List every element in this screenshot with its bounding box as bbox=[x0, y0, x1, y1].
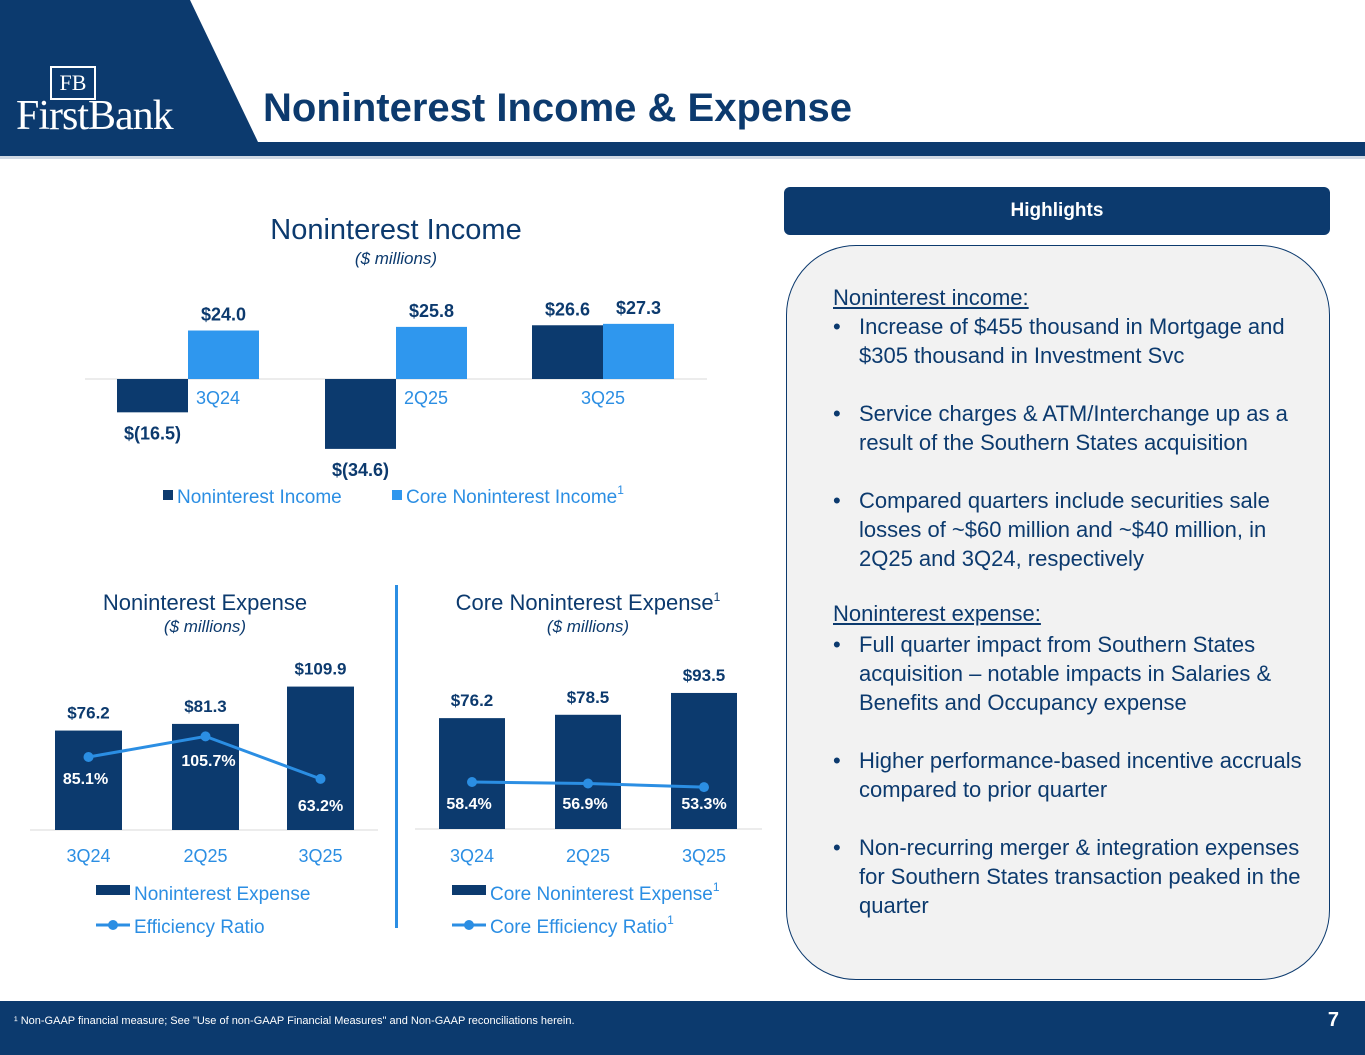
data-label: $24.0 bbox=[200, 304, 247, 325]
ratio-label: 85.1% bbox=[62, 771, 109, 788]
chart-title: Noninterest Expense bbox=[102, 590, 308, 615]
legend-label: Noninterest Expense bbox=[134, 884, 311, 905]
tick-label: 2Q25 bbox=[183, 846, 228, 866]
footnote: ¹ Non-GAAP financial measure; See "Use of non-GAAP Financial Measures" and Non-GAAP reconciliations herein. bbox=[14, 1015, 575, 1027]
data-label: $(16.5) bbox=[123, 423, 182, 444]
logo-mark: FB bbox=[50, 66, 96, 100]
legend-label: Core Noninterest Income$^1$ bbox=[406, 483, 624, 508]
tick-label: 3Q24 bbox=[449, 846, 495, 866]
legend-swatch bbox=[452, 885, 486, 895]
line-point bbox=[467, 777, 477, 787]
tick-label: 3Q24 bbox=[195, 388, 241, 408]
ratio-label: 58.4% bbox=[446, 796, 492, 813]
legend-label: Core Efficiency Ratio$^1$ bbox=[490, 913, 674, 938]
chart-subtitle: ($ millions) bbox=[163, 617, 247, 636]
chart-subtitle: ($ millions) bbox=[354, 249, 438, 268]
ratio-label: 53.3% bbox=[681, 796, 727, 813]
legend-label: Noninterest Income bbox=[177, 487, 342, 508]
data-label: $25.8 bbox=[408, 300, 455, 321]
tick-label: 2Q25 bbox=[565, 846, 611, 866]
page-number: 7 bbox=[1327, 1009, 1339, 1031]
data-label: $(34.6) bbox=[331, 459, 390, 480]
tick-label: 3Q25 bbox=[298, 846, 343, 866]
data-label: $109.9 bbox=[294, 659, 347, 679]
list-item: • Non-recurring merger & integration expenses for Southern States transaction peaked in the quarter bbox=[833, 833, 1318, 920]
data-label: $93.5 bbox=[682, 665, 726, 685]
list-item: • Full quarter impact from Southern States acquisition – notable impacts in Salaries & Benefits and Occupancy expense bbox=[833, 630, 1318, 717]
page-title: Noninterest Income & Expense bbox=[263, 86, 853, 130]
list-item: • Higher performance-based incentive accruals compared to prior quarter bbox=[833, 746, 1318, 804]
tick-label: 2Q25 bbox=[403, 388, 449, 408]
tick-label: 3Q24 bbox=[66, 846, 111, 866]
data-label: $76.2 bbox=[450, 691, 494, 711]
chart-title: Noninterest Income bbox=[270, 214, 522, 246]
data-label: $26.6 bbox=[544, 299, 591, 320]
chart-subtitle: ($ millions) bbox=[546, 617, 630, 636]
income-heading: Noninterest income: bbox=[833, 285, 1029, 310]
legend-label: Core Noninterest Expense$^1$ bbox=[490, 880, 720, 905]
expense-bullets bbox=[833, 630, 1318, 949]
list-item: • Compared quarters include securities sale losses of ~$60 million and ~$40 million, in 2Q25 and 3Q24, respectively bbox=[833, 486, 1318, 573]
data-label: $27.3 bbox=[615, 297, 662, 318]
expense-heading: Noninterest expense: bbox=[833, 601, 1041, 626]
data-label: $76.2 bbox=[67, 703, 110, 723]
logo-text: FirstBank bbox=[16, 93, 173, 139]
income-bullets bbox=[833, 312, 1318, 602]
ratio-label: 56.9% bbox=[562, 796, 608, 813]
line-point bbox=[583, 779, 593, 789]
list-item: • Increase of $455 thousand in Mortgage and $305 thousand in Investment Svc bbox=[833, 312, 1318, 370]
ratio-label: 105.7% bbox=[181, 753, 236, 770]
data-label: $78.5 bbox=[566, 687, 610, 707]
data-label: $81.3 bbox=[184, 696, 227, 716]
footer-bar bbox=[0, 1001, 1365, 1055]
legend-label: Efficiency Ratio bbox=[134, 917, 265, 938]
tick-label: 3Q25 bbox=[580, 388, 626, 408]
list-item: • Service charges & ATM/Interchange up as a result of the Southern States acquisition bbox=[833, 399, 1318, 457]
line-point bbox=[699, 782, 709, 792]
legend-marker bbox=[464, 920, 474, 930]
chart-title: Core Noninterest Expense$^1$ bbox=[455, 590, 721, 615]
highlights-header: Highlights bbox=[784, 187, 1330, 235]
chart-divider bbox=[395, 585, 398, 928]
ratio-label: 63.2% bbox=[297, 798, 344, 815]
tick-label: 3Q25 bbox=[681, 846, 727, 866]
